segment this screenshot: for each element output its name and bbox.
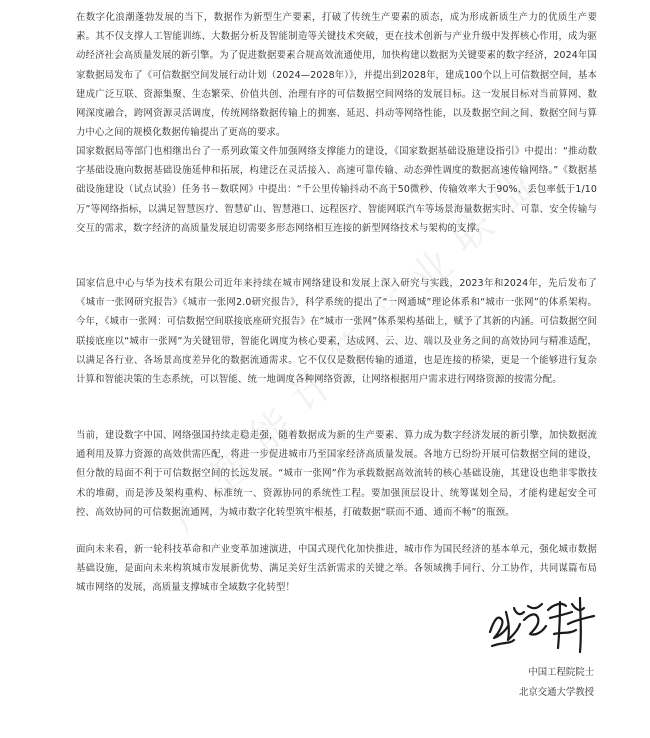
handwritten-signature <box>484 590 604 660</box>
signer-affiliation: 北京交通大学教授 <box>518 687 594 698</box>
watermark: 广 智 能 计 算 产 业 联 盟 <box>162 160 543 542</box>
paragraph-3: 国家信息中心与华为技术有限公司近年来持续在城市网络建设和发展上深入研究与实践，2023年和2024年，先后发布了《城市一张网研究报告》《城市一张网2.0研究报告》，科学系统的提出了“一网通城”理论体系和“城市一张网”的体系架构。今年，《城市一张网：可信数据空间联接底座研究报告》在“城市一张网”体系架构基础上，赋予了其新的内涵。可信数据空间联接底座以“城市一张网”为关键钮带，智能化调度为核心要素，达成网、云、边、端以及业务之间的高效协同与精准适配，以满足各行业、各场景高度差异化的数据流通需求。它不仅仅是数据传输的通道，也是连接的桥梁，更是一个能够进行复杂计算和智能决策的生态系统，可以智能、统一地调度各种网络资源，让网络根据用户需求进行网络资源的按需分配。 <box>76 278 597 386</box>
signer-title: 中国工程院院士 <box>528 667 594 678</box>
paragraph-2: 国家数据局等部门也相继出台了一系列政策文件加强网络支撑能力的建设，《国家数据基础设施建设指引》中提出：“推动数字基础设施向数据基础设施延伸和拓展，构建泛在灵活接入、高速可靠传输、动态弹性调度的数据高速传输网络。”《数据基础设施建设（试点试验）任务书－数联网》中提出：“千公里传输抖动不高于50微秒、传输效率大于90%、丢包率低于1/10万”等网络指标，以满足智慧医疗、智慧矿山、智慧港口、远程医疗、智能网联汽车等场景海量数据实时、可靠、安全传输与交互的需求，数字经济的高质量发展迫切需要多形态网络相互连接的新型网络技术与架构的支撑。 <box>76 146 597 234</box>
paragraph-1: 在数字化浪潮蓬勃发展的当下，数据作为新型生产要素，打破了传统生产要素的质态，成为形成新质生产力的优质生产要素。其不仅支撑人工智能训练、大数据分析及智能制造等关键技术突破，更在技术创新与产业升级中发挥核心作用，成为驱动经济社会高质量发展的新引擎。为了促进数据要素合规高效流通使用，加快构建以数据为关键要素的数字经济，2024年国家数据局发布了《可信数据空间发展行动计划（2024—2028年）》，并提出到2028年，建成100个以上可信数据空间，基本建成广泛互联、资源集聚、生态繁荣、价值共创、治理有序的可信数据空间网络的发展目标。这一发展目标对当前算网、数网深度融合，跨网资源灵活调度，传统网络数据传输上的拥塞、延迟、抖动等网络性能，以及数据空间之间、数据空间与算力中心之间的规模化数据传输提出了更高的要求。 <box>76 12 597 139</box>
paragraph-4: 当前，建设数字中国、网络强国持续走稳走强，随着数据成为新的生产要素、算力成为数字经济发展的新引擎，加快数据流通利用及算力资源的高效供需匹配，将进一步促进城市乃至国家经济高质量发展。各地方已纷纷开展可信数据空间的建设，但分散的局面不利于可信数据空间的长远发展。“城市一张网”作为承载数据高效流转的核心基础设施，其建设也绝非零散技术的堆砌，而是涉及架构重构、标准统一、资源协同的系统性工程。要加强顶层设计、统筹谋划全局，才能构建起安全可控、高效协同的可信数据流通网，为城市数字化转型筑牢根基，打破数据“联而不通、通而不畅”的瓶颈。 <box>76 430 597 518</box>
paragraph-5: 面向未来看，新一轮科技革命和产业变革加速演进，中国式现代化加快推进，城市作为国民经济的基本单元，强化城市数据基础设施，是面向未来构筑城市发展新优势、满足美好生活新需求的关键之举。各领域携手同行、分工协作，共同谋篇布局城市网络的发展，高质量支撑城市全域数字化转型！ <box>76 544 597 594</box>
